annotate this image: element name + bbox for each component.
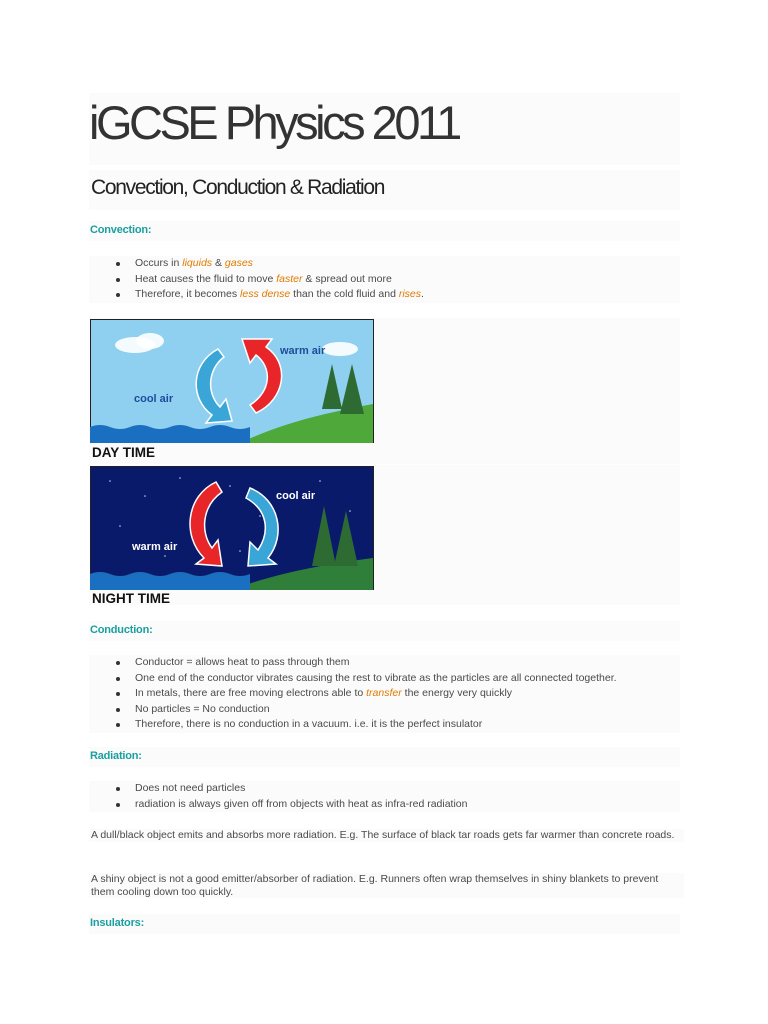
list-item: Occurs in liquids & gases xyxy=(89,256,680,272)
convection-heading: Convection: xyxy=(90,224,152,236)
night-warm-label: warm air xyxy=(132,541,178,553)
radiation-list xyxy=(89,781,680,812)
conduction-heading-block xyxy=(89,621,680,641)
night-caption: NIGHT TIME xyxy=(92,591,170,606)
day-convection-illustration xyxy=(90,319,374,443)
list-item: Therefore, it becomes less dense than the cold fluid and rises. xyxy=(89,287,680,303)
night-cool-label: cool air xyxy=(276,490,316,502)
list-item: One end of the conductor vibrates causing the rest to vibrate as the particles are all connected together. xyxy=(89,671,680,687)
conduction-heading: Conduction: xyxy=(90,624,153,636)
insulators-heading-block xyxy=(89,914,680,934)
cloud-icon xyxy=(322,342,358,356)
radiation-heading: Radiation: xyxy=(90,750,142,762)
list-item: radiation is always given off from objects with heat as infra-red radiation xyxy=(89,797,680,813)
list-item: Conductor = allows heat to pass through them xyxy=(89,655,680,671)
radiation-paragraph-1: A dull/black object emits and absorbs more radiation. E.g. The surface of black tar roads gets far warmer than concrete roads. xyxy=(89,829,684,842)
convection-list xyxy=(89,256,680,303)
day-warm-label: warm air xyxy=(280,345,326,357)
page-subtitle-block xyxy=(89,170,680,210)
page-subtitle: Convection, Conduction & Radiation xyxy=(91,176,385,199)
day-caption: DAY TIME xyxy=(92,445,156,460)
list-item: Does not need particles xyxy=(89,781,680,797)
list-item: Therefore, there is no conduction in a vacuum. i.e. it is the perfect insulator xyxy=(89,717,680,733)
day-diagram xyxy=(90,319,374,465)
conduction-list xyxy=(89,655,680,733)
night-convection-illustration xyxy=(90,466,374,590)
radiation-heading-block xyxy=(89,747,680,767)
list-item: No particles = No conduction xyxy=(89,702,680,718)
page-title-block xyxy=(89,93,680,165)
day-cool-label: cool air xyxy=(134,393,174,405)
list-item: In metals, there are free moving electrons able to transfer the energy very quickly xyxy=(89,686,680,702)
page-title: iGCSE Physics 2011 xyxy=(89,96,459,149)
insulators-heading: Insulators: xyxy=(90,917,145,929)
list-item: Heat causes the fluid to move faster & spread out more xyxy=(89,272,680,288)
convection-heading-block xyxy=(89,221,680,241)
radiation-paragraph-2: A shiny object is not a good emitter/absorber of radiation. E.g. Runners often wrap themselves in shiny blankets to prevent them cooling down too quickly. xyxy=(89,873,684,898)
cloud-icon xyxy=(136,333,164,349)
night-diagram xyxy=(90,466,374,606)
